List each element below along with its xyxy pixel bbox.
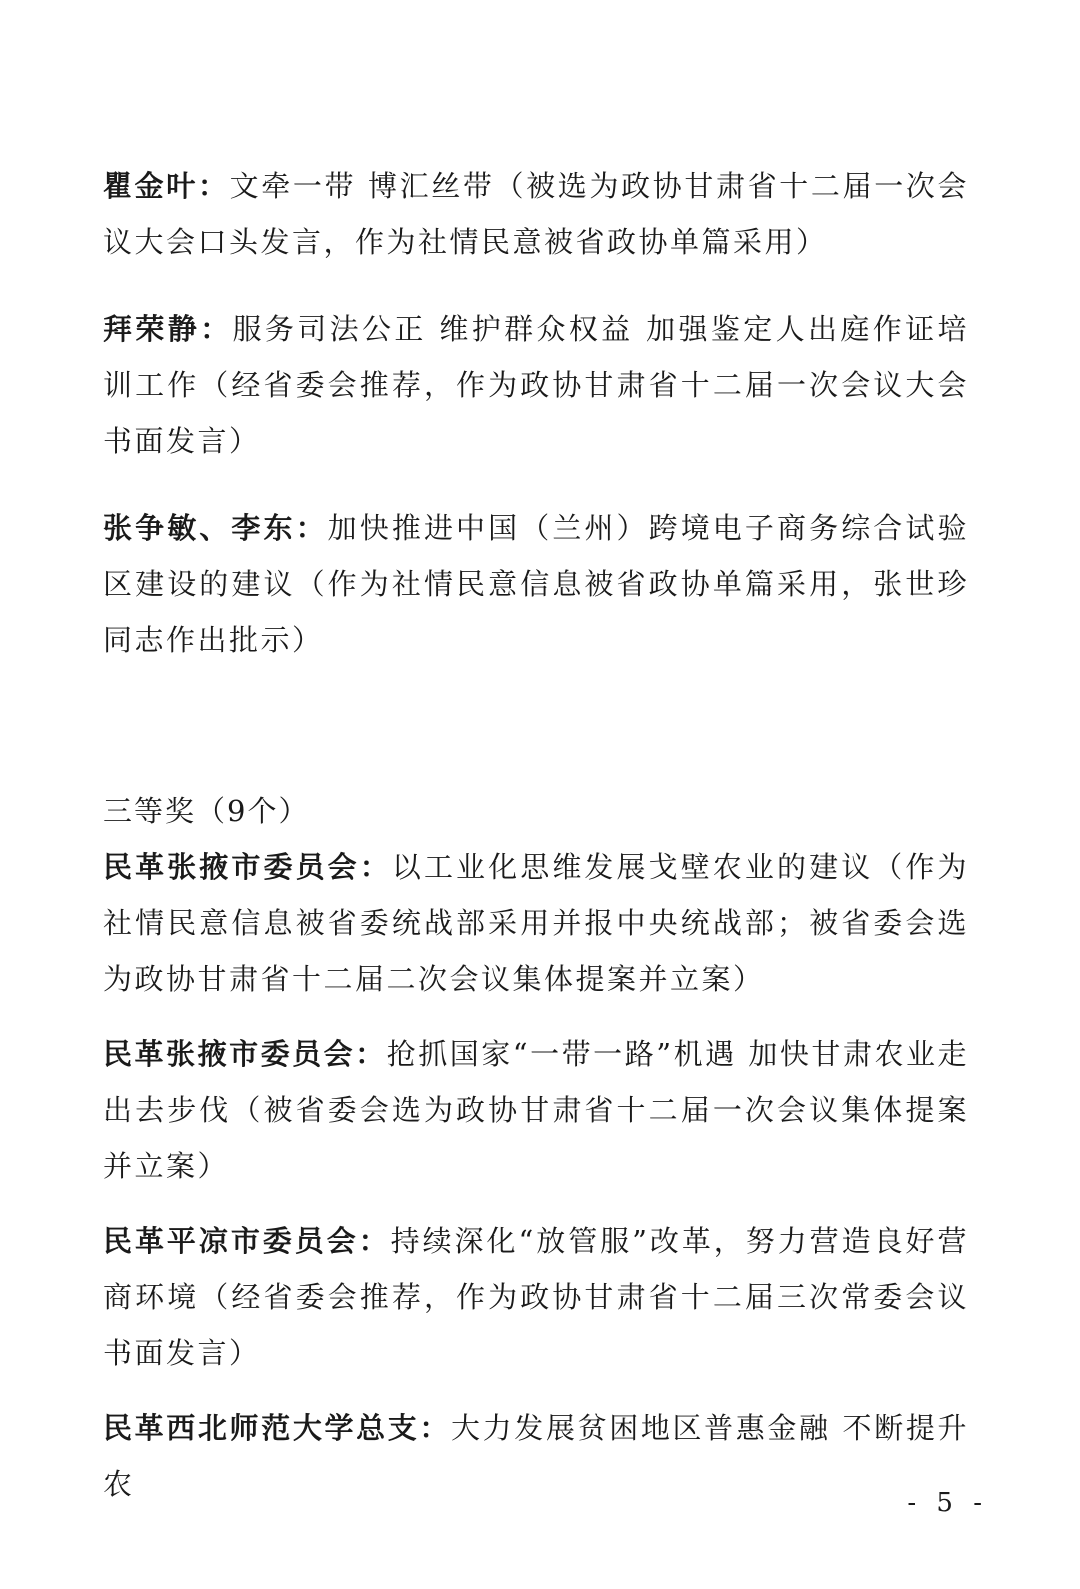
entry-title: 持续深化“放管服”改革，努力营造良好营商环境（经省委会推荐，作为政协甘肃省十二届三次常委会议书面发言） [103,1224,969,1370]
section-heading-third-prize: 三等奖（9个） [103,794,310,828]
entry-author: 张争敏、李东： [103,511,328,545]
entry-title: 加快推进中国（兰州）跨境电子商务综合试验区建设的建议（作为社情民意信息被省政协单篇采用，张世珍同志作出批示） [103,511,969,657]
entry-title: 大力发展贫困地区普惠金融 不断提升农 [103,1411,969,1501]
entry-author: 瞿金叶： [103,169,230,203]
award-entry [103,1026,969,1194]
award-entry [103,1400,969,1512]
entry-author: 拜荣静： [103,312,233,346]
award-entry [103,301,969,469]
entry-title: 服务司法公正 维护群众权益 加强鉴定人出庭作证培训工作（经省委会推荐，作为政协甘肃省十二届一次会议大会书面发言） [103,312,969,458]
entry-title: 以工业化思维发展戈壁农业的建议（作为社情民意信息被省委统战部采用并报中央统战部；被省委会选为政协甘肃省十二届二次会议集体提案并立案） [103,850,969,996]
page-content [103,158,969,1531]
award-entry [103,158,969,270]
entry-author: 民革西北师范大学总支： [103,1411,452,1445]
entry-title: 抢抓国家“一带一路”机遇 加快甘肃农业走出去步伐（被省委会选为政协甘肃省十二届一次会议集体提案并立案） [103,1037,969,1183]
entry-author: 民革平凉市委员会： [103,1224,391,1258]
award-entry [103,500,969,668]
award-entry [103,1213,969,1381]
entry-author: 民革张掖市委员会： [103,1037,387,1071]
section-spacer [103,699,969,783]
entry-title: 文牵一带 博汇丝带（被选为政协甘肃省十二届一次会议大会口头发言，作为社情民意被省政协单篇采用） [103,169,969,259]
entry-author: 民革张掖市委员会： [103,850,392,884]
page-number: - 5 - [907,1488,988,1518]
award-entry [103,839,969,1007]
